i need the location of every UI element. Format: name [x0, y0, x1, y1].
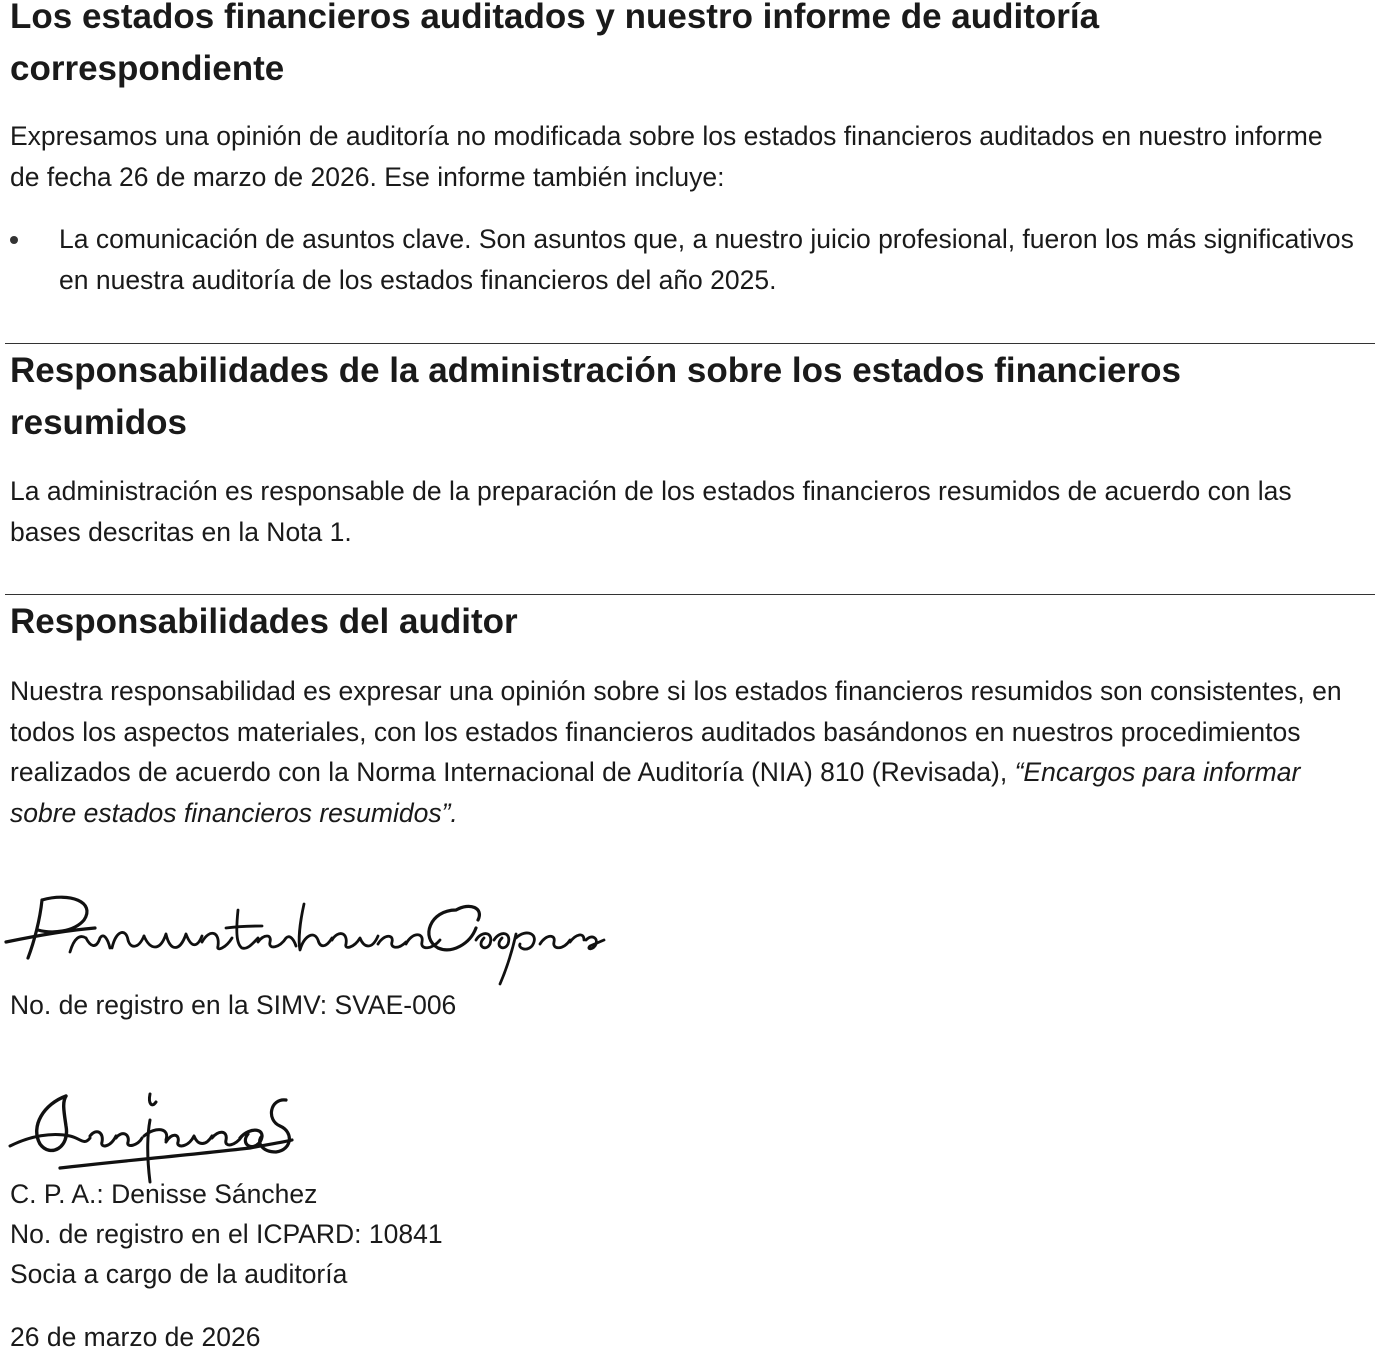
bullet-key-matters: La comunicación de asuntos clave. Son asuntos que, a nuestro juicio profesional, fueron los más significativos en nuestra auditoría de los estados financieros del año 2025.	[59, 224, 1354, 295]
paragraph-audit-opinion: Expresamos una opinión de auditoría no modificada sobre los estados financieros auditados en nuestro informe de fecha 26 de marzo de 2026. Ese informe también incluye:	[10, 121, 1323, 192]
partner-signature	[0, 1086, 310, 1186]
firm-registration: No. de registro en la SIMV: SVAE-006	[10, 990, 457, 1020]
paragraph-management-responsibility: La administración es responsable de la preparación de los estados financieros resumidos de acuerdo con las bases descritas en la Nota 1.	[10, 476, 1292, 547]
standard-title: “Encargos para informar sobre estados financieros resumidos”.	[10, 757, 1301, 828]
firm-signature	[0, 890, 610, 990]
paragraph-text: Nuestra responsabilidad es expresar una opinión sobre si los estados financieros resumidos son consistentes, en todos los aspectos materiales, con los estados financieros auditados basándonos en nuestros procedimientos realizados de acuerdo con la Norma Internacional de Auditoría (NIA) 810 (Revisada),	[10, 676, 1342, 787]
report-date: 26 de marzo de 2026	[10, 1322, 261, 1352]
partner-role: Socia a cargo de la auditoría	[10, 1259, 348, 1289]
section-heading-management-responsibilities: Responsabilidades de la administración sobre los estados financieros resumidos	[10, 351, 1181, 442]
section-heading-auditor-responsibilities: Responsabilidades del auditor	[10, 602, 518, 641]
section-divider	[5, 343, 1375, 344]
partner-registration: No. de registro en el ICPARD: 10841	[10, 1219, 443, 1249]
paragraph-auditor-responsibility	[10, 671, 1355, 833]
section-heading-audited-statements: Los estados financieros auditados y nuestro informe de auditoría correspondiente	[10, 0, 1100, 88]
bullet-icon	[10, 236, 18, 244]
partner-name: C. P. A.: Denisse Sánchez	[10, 1179, 318, 1209]
section-divider	[5, 594, 1375, 595]
